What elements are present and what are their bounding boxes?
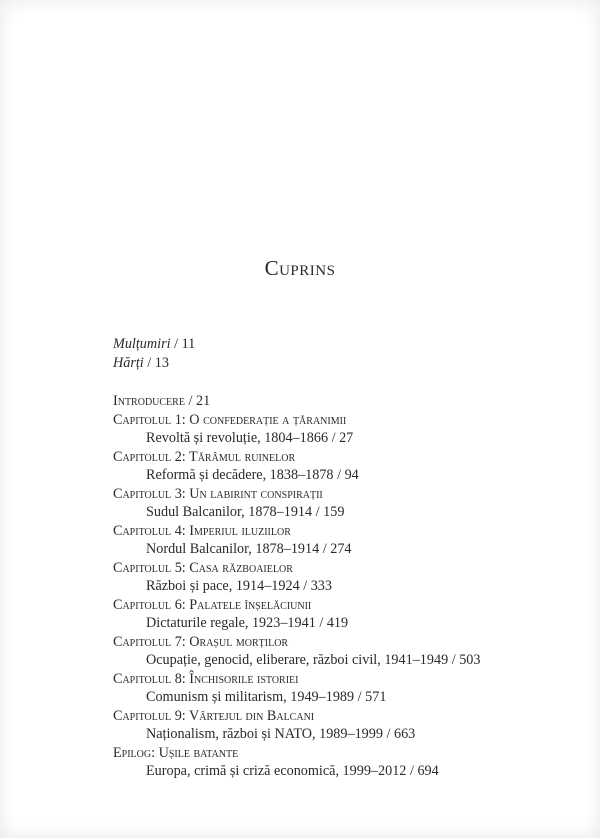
toc-subtitle: Comunism și militarism, 1949–1989 / 571 xyxy=(146,689,387,705)
front-matter-label: Hărți xyxy=(113,354,144,371)
toc-subtitle: Revoltă și revoluție, 1804–1866 / 27 xyxy=(146,430,354,446)
table-of-contents xyxy=(113,392,480,781)
front-matter-list xyxy=(113,335,195,372)
toc-subtitle: Nordul Balcanilor, 1878–1914 / 274 xyxy=(146,541,352,557)
toc-heading: Introducere / 21 xyxy=(113,393,211,409)
toc-heading: Capitolul 1: O confederație a țăranimii xyxy=(113,411,347,428)
toc-heading: Epilog: Ușile batante xyxy=(113,744,239,761)
toc-heading: Capitolul 4: Imperiul iluziilor xyxy=(113,522,291,539)
toc-heading: Capitolul 5: Casa războaielor xyxy=(113,559,293,576)
toc-subtitle: Război și pace, 1914–1924 / 333 xyxy=(146,578,332,594)
toc-subtitle: Naționalism, război și NATO, 1989–1999 / 663 xyxy=(146,726,416,742)
toc-subtitle: Sudul Balcanilor, 1878–1914 / 159 xyxy=(146,504,345,520)
front-matter-label: Mulțumiri xyxy=(113,336,171,352)
toc-heading: Capitolul 2: Tărâmul ruinelor xyxy=(113,448,296,465)
toc-subtitle: Ocupație, genocid, eliberare, război civil, 1941–1949 / 503 xyxy=(146,652,481,668)
page-title: Cuprins xyxy=(264,256,336,280)
toc-heading: Capitolul 3: Un labirint conspirații xyxy=(113,485,323,502)
front-matter-item xyxy=(113,335,195,354)
toc-subtitle: Dictaturile regale, 1923–1941 / 419 xyxy=(146,615,349,631)
toc-heading: Capitolul 6: Palatele înșelăciunii xyxy=(113,596,312,613)
front-matter-page: / 11 xyxy=(170,336,196,352)
toc-heading: Capitolul 8: Închisorile istoriei xyxy=(113,670,299,687)
front-matter-page: / 13 xyxy=(143,354,169,371)
toc-subtitle: Europa, crimă și criză economică, 1999–2012 / 694 xyxy=(146,763,439,779)
toc-heading: Capitolul 7: Orașul morților xyxy=(113,633,289,650)
toc-subtitle: Reformă și decădere, 1838–1878 / 94 xyxy=(146,467,359,483)
toc-heading: Capitolul 9: Vârtejul din Balcani xyxy=(113,707,315,724)
front-matter-item xyxy=(113,354,195,373)
